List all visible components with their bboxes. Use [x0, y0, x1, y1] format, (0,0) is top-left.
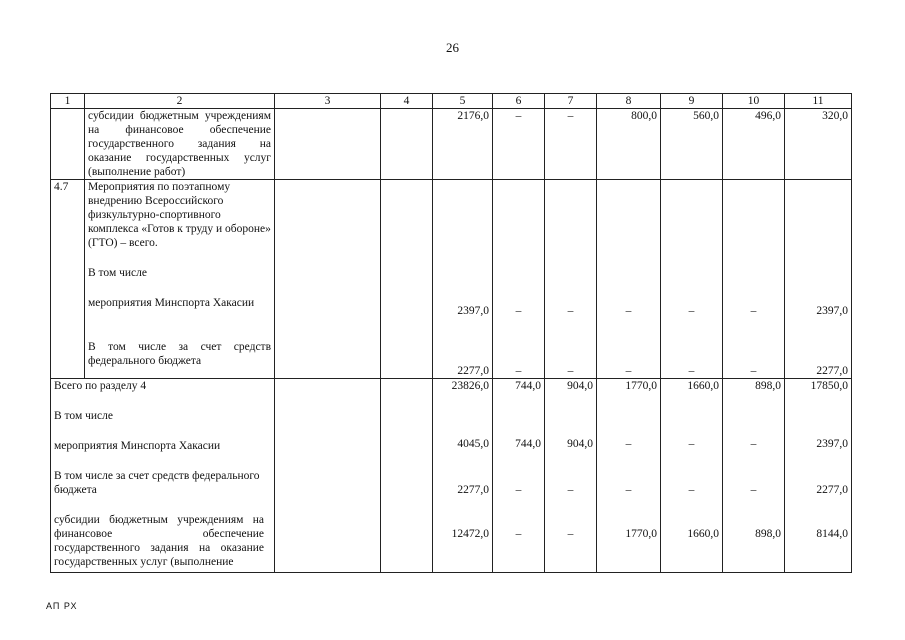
- col-header: 8: [597, 94, 661, 109]
- value-cell: 17850,0 2397,0 2277,0 8144,0: [785, 379, 852, 573]
- row-number-cell: 4.7: [51, 180, 85, 379]
- row-number-cell: [51, 109, 85, 180]
- value-cell: 1660,0 – – 1660,0: [661, 379, 723, 573]
- column-header-row: [51, 94, 852, 109]
- col-header: 9: [661, 94, 723, 109]
- value-cell: 904,0 904,0 – –: [545, 379, 597, 573]
- sub-item-label: субсидии бюджетным учреждениям на финансовое обеспечение государственного задания на оказание государственных услуг (выполнение: [54, 514, 264, 568]
- col-header: 11: [785, 94, 852, 109]
- in-total-label: В том числе: [54, 410, 113, 422]
- value-cell: 23826,0 4045,0 2277,0 12472,0: [433, 379, 493, 573]
- page-number: 26: [446, 40, 459, 55]
- col-header: 6: [493, 94, 545, 109]
- row-description: субсидии бюджетным учреждениям на финансовое обеспечение государственного задания на оказание государственных услуг (выполнение работ): [85, 109, 275, 180]
- value-cell: 2397,0 2277,0: [785, 180, 852, 379]
- sub-item-label: В том числе за счет средств федерального бюджета: [88, 341, 271, 367]
- value-cell: – –: [597, 180, 661, 379]
- budget-table: [50, 93, 852, 573]
- sub-item-label: В том числе за счет средств федерального бюджета: [54, 470, 260, 496]
- sub-item-label: мероприятия Минспорта Хакасии: [54, 440, 221, 452]
- archive-stamp: АП РХ: [46, 601, 78, 611]
- value-cell: 320,0: [785, 109, 852, 180]
- row-title: Мероприятия по поэтапному внедрению Всероссийского физкультурно-спортивного комплекса «Готов к труду и обороне» (ГТО) – всего.: [88, 181, 271, 249]
- table-row: [51, 109, 852, 180]
- col-header: 2: [85, 94, 275, 109]
- col-header: 3: [275, 94, 381, 109]
- value-cell: 560,0: [661, 109, 723, 180]
- row-description: [85, 180, 275, 379]
- value-cell: 1770,0 – – 1770,0: [597, 379, 661, 573]
- value-cell: 744,0 744,0 – –: [493, 379, 545, 573]
- value-cell: – –: [545, 180, 597, 379]
- value-cell: –: [493, 109, 545, 180]
- col-header: 5: [433, 94, 493, 109]
- col-header: 10: [723, 94, 785, 109]
- value-cell: 496,0: [723, 109, 785, 180]
- value-cell: 2176,0: [433, 109, 493, 180]
- col-header: 7: [545, 94, 597, 109]
- col-header: 4: [381, 94, 433, 109]
- value-cell: 2397,0 2277,0: [433, 180, 493, 379]
- table-row: [51, 379, 852, 573]
- row-description: [51, 379, 275, 573]
- value-cell: – –: [661, 180, 723, 379]
- sub-item-label: мероприятия Минспорта Хакасии: [88, 297, 255, 309]
- row-title: Всего по разделу 4: [54, 380, 147, 392]
- col-header: 1: [51, 94, 85, 109]
- in-total-label: В том числе: [88, 267, 147, 279]
- table-row: [51, 180, 852, 379]
- value-cell: 898,0 – – 898,0: [723, 379, 785, 573]
- value-cell: – –: [493, 180, 545, 379]
- value-cell: – –: [723, 180, 785, 379]
- value-cell: –: [545, 109, 597, 180]
- value-cell: 800,0: [597, 109, 661, 180]
